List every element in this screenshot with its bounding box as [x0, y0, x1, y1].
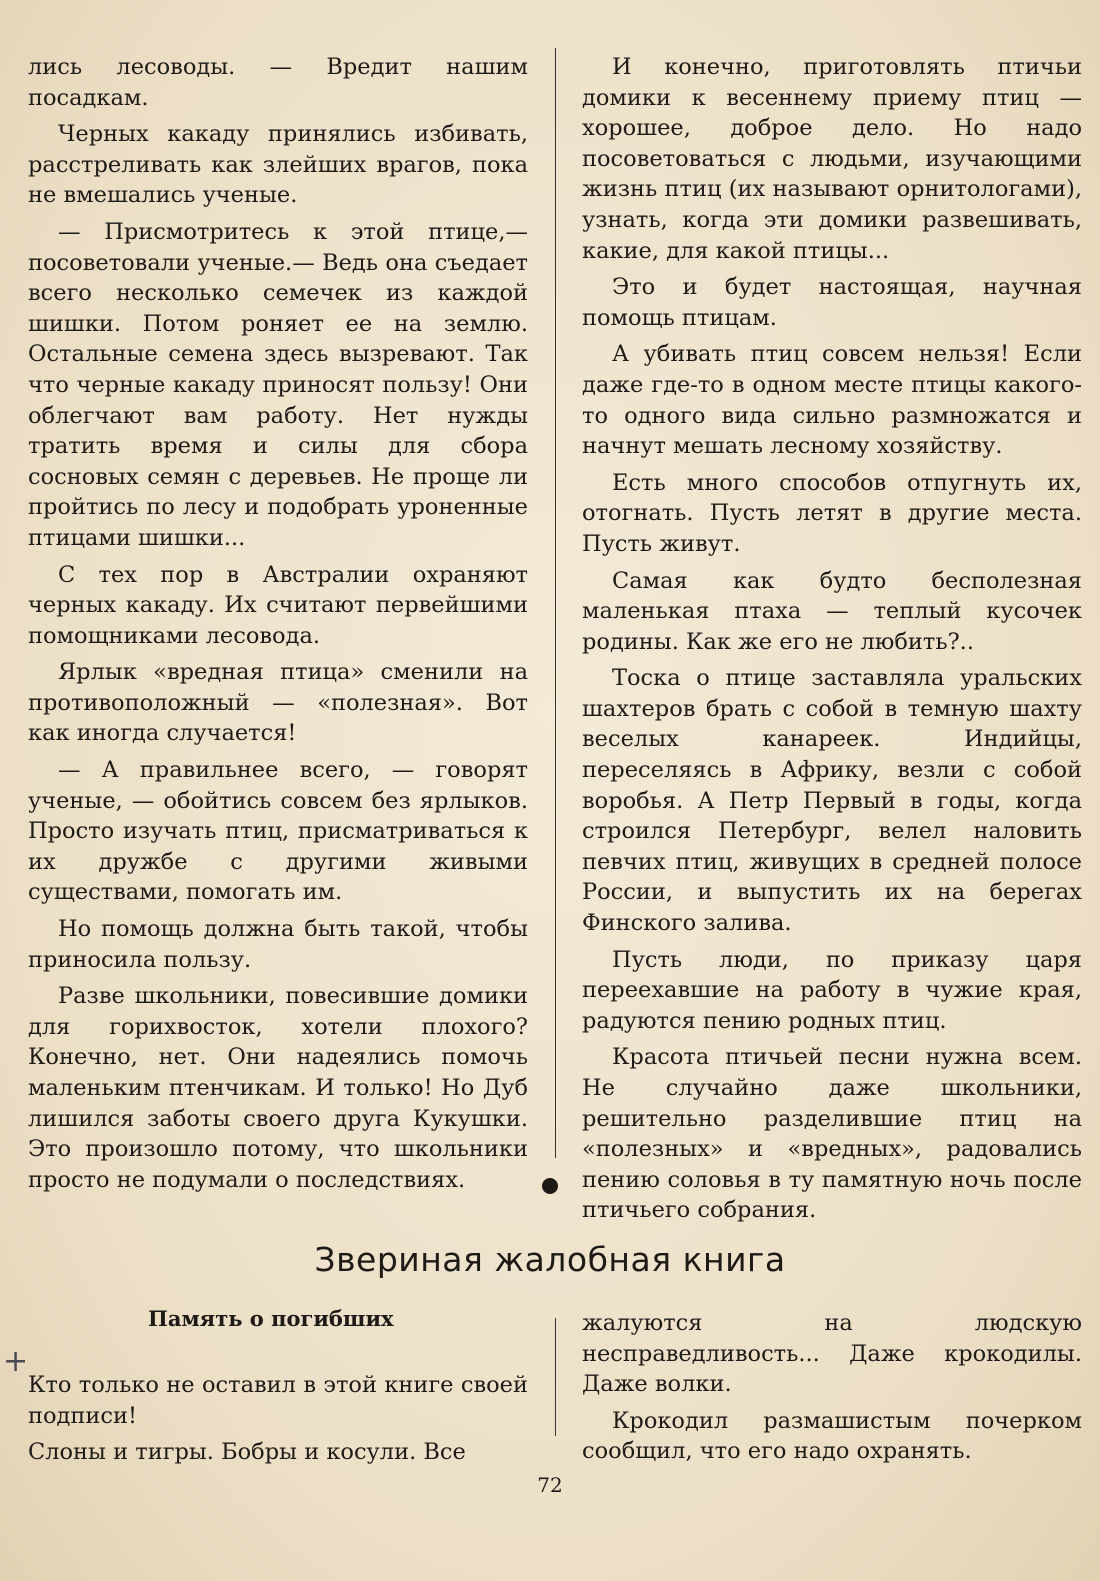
handwritten-margin-mark: +	[3, 1344, 29, 1379]
column-divider-top	[555, 48, 556, 1158]
paragraph: Это и будет настоящая, научная помощь птицам.	[582, 274, 1082, 331]
top-right-column	[582, 52, 1082, 1232]
paragraph: лись лесоводы. — Вредит нашим посадкам.	[28, 54, 528, 111]
paragraph: Черных какаду принялись избивать, расстреливать как злейших врагов, пока не вмешались ученые.	[28, 121, 528, 209]
paragraph: — А правильнее всего, — говорят ученые, — обойтись совсем без ярлыков. Просто изучать птиц, присматриваться к их дружбе с другими живыми существами, помогать им.	[28, 757, 528, 906]
top-left-column	[28, 52, 528, 1201]
paragraph: Есть много способов отпугнуть их, отогнать. Пусть летят в другие места. Пусть живут.	[582, 469, 1082, 557]
paragraph: Пусть люди, по приказу царя переехавшие на работу в чужие края, радуются пению родных птиц.	[582, 946, 1082, 1034]
paragraph: Кто только не оставил в этой книге своей подписи!	[28, 1372, 528, 1429]
paragraph: Ярлык «вредная птица» сменили на противоположный — «полезная». Вот как иногда случается!	[28, 659, 528, 747]
section-title: Звериная жалобная книга	[314, 1240, 786, 1279]
paragraph: жалуются на людскую несправедливость... Даже крокодилы. Даже волки.	[582, 1310, 1082, 1398]
paragraph: И конечно, приготовлять птичьи домики к весеннему приему птиц — хорошее, доброе дело. Но надо посоветоваться с людьми, изучающими жизнь птиц (их называют орнитологами), узнать, когда эти домики развешивать, какие, для какой птицы...	[582, 54, 1082, 264]
paragraph: — Присмотритесь к этой птице,— посоветовали ученые.— Ведь она съедает всего несколько семечек из каждой шишки. Потом роняет ее на землю. Остальные семена здесь вызревают. Так что черные какаду приносят пользу! Они облегчают вам работу. Нет нужды тратить время и силы для сбора сосновых семян с деревьев. Не проще ли пройтись по лесу и подобрать уроненные птицами шишки...	[28, 218, 528, 551]
paragraph: Красота птичьей песни нужна всем. Не случайно даже школьники, решительно разделившие птиц на «полезных» и «вредных», радовались пению соловья в ту памятную ночь после птичьего собрания.	[582, 1044, 1082, 1224]
paragraph: Самая как будто бесполезная маленькая птаха — теплый кусочек родины. Как же его не любить?..	[582, 567, 1082, 655]
bottom-left-column	[28, 1370, 528, 1474]
paragraph: Слоны и тигры. Бобры и косули. Все	[28, 1439, 466, 1466]
paragraph: С тех пор в Австралии охраняют черных какаду. Их считают первейшими помощниками лесовода.	[28, 561, 528, 649]
paragraph: Крокодил размашистым почерком сообщил, что его надо охранять.	[582, 1407, 1082, 1465]
paragraph: Тоска о птице заставляла уральских шахтеров брать с собой в темную шахту веселых канареек. Индийцы, переселяясь в Африку, везли с собой воробья. А Петр Первый в годы, когда строился Петербург, велел наловить певчих птиц, живущих в средней полосе России, и выпустить их на берегах Финского залива.	[582, 665, 1082, 937]
column-divider-bottom	[555, 1318, 556, 1436]
subsection-title: Память о погибших	[148, 1306, 394, 1331]
page-number: 72	[537, 1473, 563, 1497]
paragraph: Но помощь должна быть такой, чтобы приносила пользу.	[28, 916, 528, 973]
bottom-right-column	[582, 1308, 1082, 1473]
paragraph: А убивать птиц совсем нельзя! Если даже где-то в одном месте птицы какого-то одного вида сильно размножатся и начнут мешать лесному хозяйству.	[582, 341, 1082, 460]
section-separator-dot	[542, 1178, 558, 1194]
paragraph: Разве школьники, повесившие домики для горихвосток, хотели плохого? Конечно, нет. Они надеялись помочь маленьким птенчикам. И только! Но Дуб лишился заботы своего друга Кукушки. Это произошло потому, что школьники просто не подумали о последствиях.	[28, 983, 528, 1193]
